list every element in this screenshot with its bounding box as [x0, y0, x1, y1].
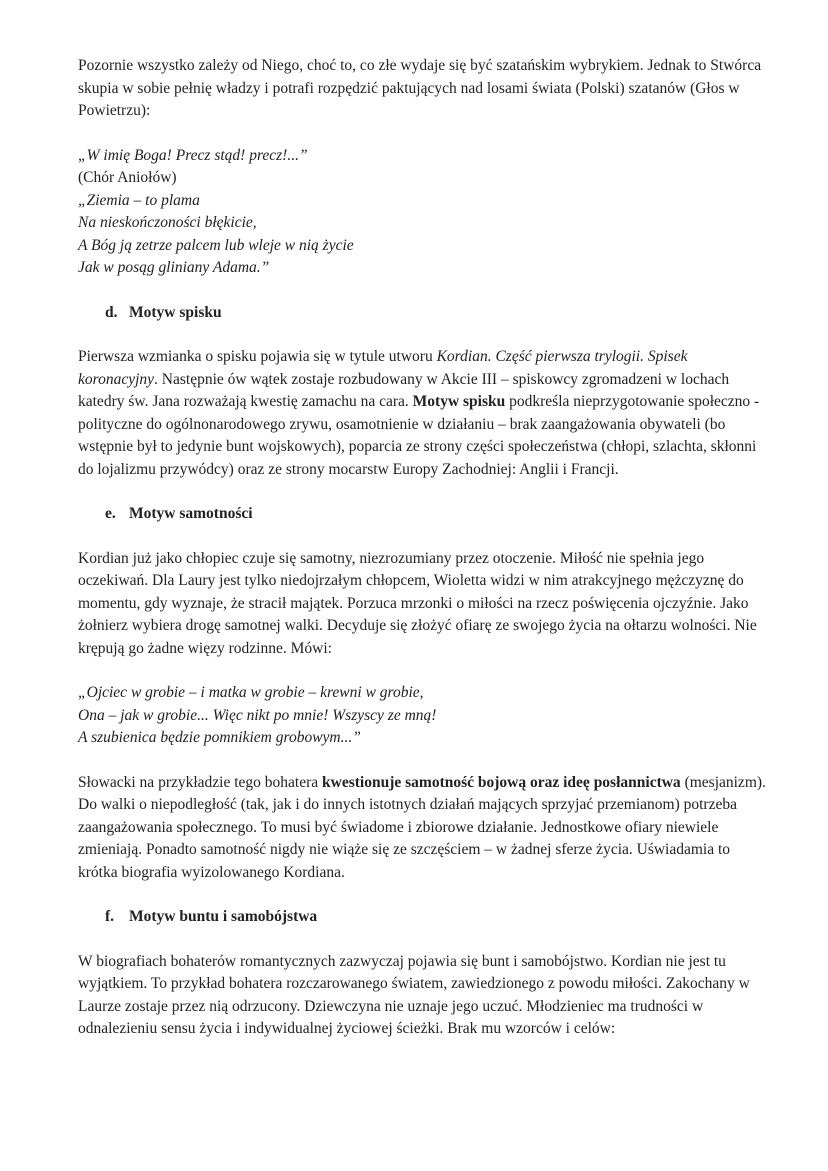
bold-phrase: kwestionuje samotność bojową oraz ideę posłannictwa: [322, 773, 681, 791]
quote-line: Na nieskończoności błękicie,: [78, 214, 257, 231]
quote-line: Ona – jak w grobie... Więc nikt po mnie! Wszyscy ze mną!: [78, 706, 437, 724]
section-letter: f.: [105, 908, 115, 925]
quote-line: „Ojciec w grobie – i matka w grobie – krewni w grobie,: [78, 684, 424, 701]
section-e-paragraph-2: [78, 772, 768, 885]
section-letter: d.: [105, 303, 118, 321]
section-heading-e: [78, 503, 768, 526]
quote-attribution: (Chór Aniołów): [78, 169, 177, 186]
bold-phrase: Motyw spisku: [412, 393, 506, 410]
section-d-paragraph: [78, 346, 768, 481]
quote-line: A Bóg ją zetrze palcem lub wleje w nią życie: [78, 236, 354, 254]
text-run: podkreśla nieprzygotowanie społeczno - polityczne do ogólnonarodowego zrywu, osamotnienie w działaniu – brak zaangażowania obywateli (bo wstępnie był to jedynie bunt wojskowych), poparcia ze strony części społeczeństwa (chłopi, szlachta, skłonni do lojalizmu przywódcy) oraz ze strony mocarstw Europy Zachodniej: Anglii i Francji.: [78, 393, 760, 478]
section-title: Motyw buntu i samobójstwa: [129, 908, 318, 925]
quote-block-angels: [78, 145, 768, 280]
quote-line: „W imię Boga! Precz stąd! precz!...”: [78, 146, 308, 164]
intro-paragraph: Pozornie wszystko zależy od Niego, choć to, co złe wydaje się być szatańskim wybrykiem. Jednak to Stwórca skupia w sobie pełnię władzy i potrafi rozpędzić paktujących nad losami świata (Polski) szatanów (Głos w Powietrzu):: [78, 57, 762, 119]
text-run: Pierwsza wzmianka o spisku pojawia się w tytule utworu: [78, 348, 437, 365]
text-run: (mesjanizm). Do walki o niepodległość (tak, jak i do innych istotnych działań mających sprzyjać przemianom) potrzeba zaangażowania społecznego. To musi być świadome i zbiorowe działanie. Jednostkowe ofiary niewiele zmieniają. Ponadto samotność nigdy nie wiąże się ze szczęściem – w żadnej sferze życia. Uświadamia to krótka biografia wyizolowanego Kordiana.: [78, 773, 766, 881]
section-title: Motyw samotności: [129, 505, 253, 522]
quote-line: A szubienica będzie pomnikiem grobowym...”: [78, 729, 361, 746]
section-letter: e.: [105, 505, 116, 522]
quote-block-kordian: [78, 682, 768, 750]
text-run: . Następnie ów wątek zostaje rozbudowany w Akcie III – spiskowcy zgromadzeni w lochach katedry św. Jana rozważają kwestię zamachu na cara.: [78, 370, 730, 410]
document-page: [78, 55, 768, 1063]
quote-line: „Ziemia – to plama: [78, 191, 200, 209]
section-heading-d: [78, 302, 768, 325]
section-heading-f: [78, 906, 768, 929]
text-run: Słowacki na przykładzie tego bohatera: [78, 773, 323, 791]
section-e-paragraph-1: Kordian już jako chłopiec czuje się samotny, niezrozumiany przez otoczenie. Miłość nie spełnia jego oczekiwań. Dla Laury jest tylko niedojrzałym chłopcem, Wioletta widzi w nim atrakcyjnego mężczyznę do momentu, gdy wyznaje, że stracił majątek. Porzuca mrzonki o miłości na rzecz poświęcenia ojczyźnie. Jako żołnierz wybiera drogę samotnej walki. Decyduje się złożyć ofiarę ze swojego życia na ołtarzu wolności. Nie krępują go żadne więzy rodzinne. Mówi:: [78, 549, 757, 657]
italic-title: Kordian. Część pierwsza trylogii. Spisek koronacyjny: [78, 348, 688, 388]
section-title: Motyw spisku: [129, 303, 222, 321]
section-f-paragraph: W biografiach bohaterów romantycznych zazwyczaj pojawia się bunt i samobójstwo. Kordian nie jest tu wyjątkiem. To przykład bohatera rozczarowanego światem, zawiedzionego z powodu miłości. Zakochany w Laurze zostaje przez nią odrzucony. Dziewczyna nie uznaje jego uczuć. Młodzieniec ma trudności w odnalezieniu sensu życia i indywidualnej życiowej ścieżki. Brak mu wzorców i celów:: [78, 952, 750, 1037]
quote-line: Jak w posąg gliniany Adama.”: [78, 259, 270, 276]
